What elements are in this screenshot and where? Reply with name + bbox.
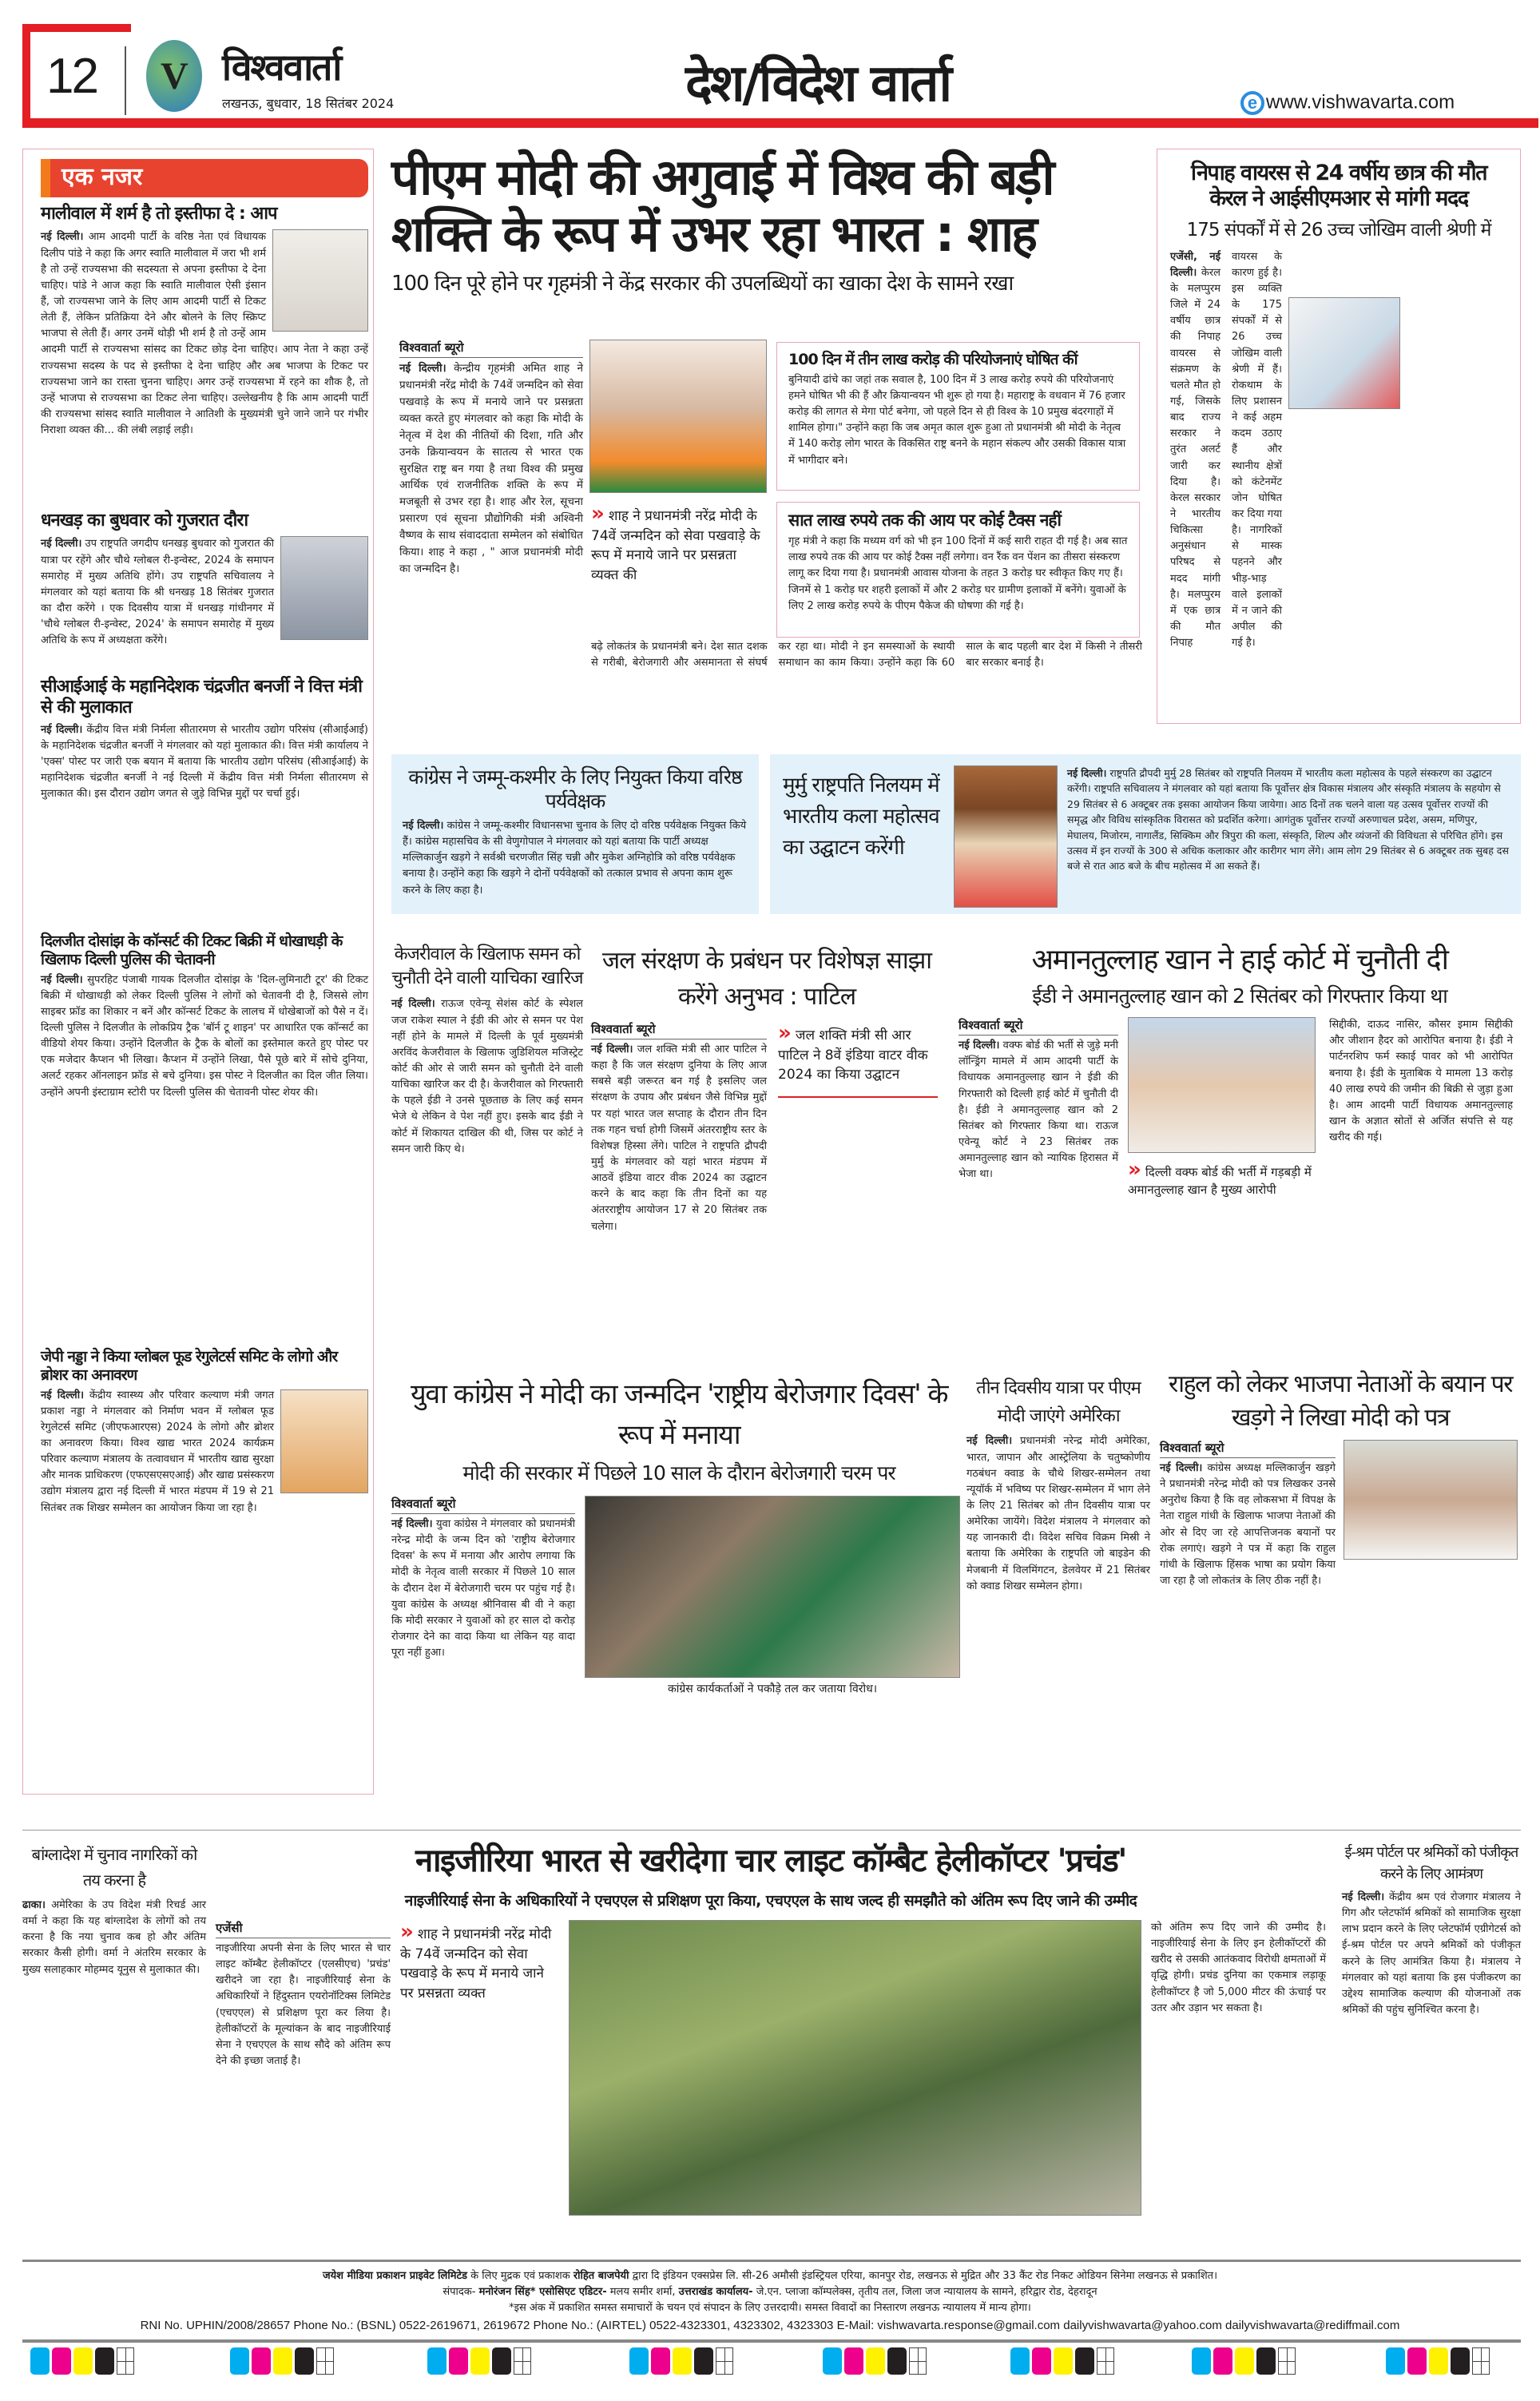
photo-nipah-sample [1288, 297, 1400, 409]
sidebar-body: गृह मंत्री ने कहा कि मध्यम वर्ग को भी इन 100 दिनों में कई सारी राहत दी गई है। अब सात लाख रुपये तक की आय पर कोई टैक्स नहीं लगेगा। वन रैंक वन पेंशन का तीसरा संस्करण लागू कर दिया गया है। प्रधानमंत्री आवास योजना के तहत 3 करोड़ घर स्वीकृत किए गए हैं। जिनमें से 1 करोड़ घर शहरी इलाकों में और 2 करोड़ घर ग्रामीण इलाकों में बनेंगे। युवाओं के लिए 2 लाख करोड़ रुपये के पीएम पैकेज की घोषणा की गई है। [788, 535, 1128, 612]
lead-body-col1 [399, 340, 583, 578]
story-body: जल शक्ति मंत्री सी आर पाटिल ने कहा है कि जल संरक्षण दुनिया के लिए आज सबसे बड़ी जरूरत बन गई है इसलिए जल संरक्षण के उपाय और प्रबंधन जैसे विभिन्न मुद्दों पर यहां भारत जल सप्ताह के दौरान तीन दिन तक गहन चर्चा होगी जिसमें अंतरराष्ट्रीय स्तर के विशेषज्ञ हिस्सा लेंगे। पाटिल ने राष्ट्रपति द्रौपदी मुर्मु के मंगलवार को यहां भारत मंडपम में आठवें इंडिया वाटर वीक 2024 का उद्घाटन करने के बाद कहा कि तीन दिनों का यह अंतरराष्ट्रीय आयोजन 17 से 20 सितंबर तक चलेगा। [591, 1043, 767, 1233]
double-chevron-icon: » [1128, 1158, 1141, 1183]
congress-jk-story [391, 754, 759, 914]
brand-name: विश्ववार्ता [222, 46, 341, 89]
magenta-swatch [1213, 2347, 1232, 2375]
section-divider [22, 1830, 1521, 1831]
story-body: वक्फ बोर्ड की भर्ती से जुड़े मनी लॉन्ड्रिंग मामले में आम आदमी पार्टी के विधायक अमानतुल्लाह खान ने ईडी की गिरफ्तारी को दिल्ली हाई कोर्ट में चुनौती दी है। ईडी ने अमानतुल्लाह खान को 2 सितंबर को गिरफ्तार किया था। राऊज एवेन्यू कोर्ट ने 23 सितंबर तक अमानतुल्लाह खान को न्यायिक हिरासत में भेजा था। [959, 1040, 1118, 1181]
sidebar-body: बुनियादी ढांचे का जहां तक सवाल है, 100 दिन में 3 लाख करोड़ रुपये की परियोजनाएं हमने घोषित भी की हैं और क्रियान्वयन भी शुरू हो गया है। महाराष्ट्र के वधवान में 76 हजार करोड़ की लागत से मेगा पोर्ट बनेगा, जो पहले दिन से ही विश्व के 10 प्रमुख बंदरगाहों में शामिल होगा।" उन्होंने कहा कि जब अमृत काल शुरू हुआ तो प्रधानमंत्री श्री मोदी के नेतृत्व में 140 करोड़ लोग भारत के विकसित राष्ट्र बनने के महान संकल्प और उसकी विकास यात्रा में भागीदार बने। [788, 373, 1126, 467]
double-chevron-icon: » [778, 1021, 792, 1045]
murmu-story [770, 754, 1521, 914]
story-dateline: नई दिल्ली। [591, 1043, 633, 1055]
story-body: राष्ट्रपति द्रौपदी मुर्मु 28 सितंबर को राष्ट्रपति निलयम में भारतीय कला महोत्सव के पहले संस्करण का उद्घाटन करेंगी। राष्ट्रपति सचिवालय ने मंगलवार को यहां बताया कि पूर्वोत्तर क्षेत्र विकास मंत्रालय और संस्कृति मंत्रालय के सहयोग से 29 सितंबर से 6 अक्टूबर तक इसका आयोजन किया जायेगा। आठ दिनों तक चलने वाला यह उत्सव पूर्वोत्तर राज्यों की समृद्ध और विविध सांस्कृतिक विरासत को प्रदर्शित करेगा। आगंतुक पूर्वोत्तर राज्यों अरुणाचल प्रदेश, असम, मणिपुर, मेघालय, मिजोरम, नागालैंड, सिक्किम और त्रिपुरा की कला, संस्कृति, शिल्प और व्यंजनों की विविधता से परिचित होंगे। इस उत्सव में इन राज्यों के 300 से अधिक कलाकार और कारीगर भाग लेंगे। आम लोग 29 सितंबर से 6 अक्टूबर तक सुबह दस बजे से रात आठ बजे के बीच महोत्सव में आ सकते हैं। [1067, 767, 1509, 873]
headline[interactable]: कांग्रेस ने जम्मू-कश्मीर के लिए नियुक्त किया वरिष्ठ पर्यवेक्षक [408, 765, 742, 813]
cmyk-color-bar [823, 2347, 927, 2375]
yellow-swatch [1235, 2347, 1254, 2375]
masthead-red-bar-top [22, 24, 131, 32]
black-swatch [95, 2347, 114, 2375]
registration-mark-icon [1472, 2347, 1490, 2375]
office-address: जे.एन. प्लाजा कॉम्पलेक्स, तृतीय तल, जिला जज न्यायालय के सामने, हरिद्वार रोड, देहरादून [756, 2286, 1097, 2298]
kharge-story[interactable] [1160, 1368, 1521, 1589]
magenta-swatch [449, 2347, 468, 2375]
headline[interactable]: मुर्मु राष्ट्रपति निलयम में भारतीय कला महोत्सव का उद्घाटन करेंगी [783, 773, 939, 860]
website-link[interactable] [1240, 91, 1455, 115]
black-swatch [492, 2347, 511, 2375]
headline[interactable]: अमानतुल्लाह खान ने हाई कोर्ट में चुनौती दी [1031, 944, 1448, 976]
imprint-text: के लिए मुद्रक एवं प्रकाशक [470, 2270, 570, 2282]
headline[interactable]: राहुल को लेकर भाजपा नेताओं के बयान पर खड़गे ने लिखा मोदी को पत्र [1169, 1370, 1512, 1432]
byline: विश्ववार्ता ब्यूरो [591, 1021, 767, 1040]
kejriwal-story[interactable] [391, 943, 583, 1158]
story-body-continued: को अंतिम रूप दिए जाने की उम्मीद है। नाइजीरियाई सेना के लिए इन हेलीकॉप्टरों की खरीद से उसकी आतंकवाद विरोधी क्षमताओं में वृद्धि होगी। प्रचंड दुनिया का एकमात्र लड़ाकू हेलीकॉप्टर है जो 5,000 मीटर की ऊंचाई पर उतर और उड़ान भर सकता है। [1150, 1922, 1326, 2014]
nipah-subheadline: 175 संपर्कों में से 26 उच्च जोखिम वाली श्रेणी में [1186, 219, 1491, 240]
story-body: युवा कांग्रेस ने मंगलवार को प्रधानमंत्री नरेन्द्र मोदी के जन्म दिन को 'राष्ट्रीय बेरोजगार दिवस' के रूप में मनाया और आरोप लगाया कि मोदी के नेतृत्व वाली सरकार में पिछले 10 साल के दौरान देश में बेरोजगारी चरम पर पहुंच गई है। युवा कांग्रेस के अध्यक्ष श्रीनिवास बी वी ने कहा कि मोदी सरकार ने युवाओं को हर साल दो करोड़ रोजगार देने का वादा किया था लेकिन यह वादा पूरा नहीं हुआ। [391, 1518, 575, 1660]
story-body: केरल के मलप्पुरम जिले में 24 वर्षीय छात्र की निपाह वायरस से संक्रमण के चलते मौत हो गई, जिसके बाद राज्य सरकार ने तुरंत अलर्ट जारी कर दिया है। केरल सरकार ने भारतीय चिकित्सा अनुसंधान परिषद से मदद मांगी है। मलप्पुरम में एक छात्र की मौत निपाह वायरस के कारण हुई है। इस व्यक्ति के 175 संपर्कों में से 26 उच्च जोखिम वाली श्रेणी में हैं। रोकथाम के लिए प्रशासन ने कई अहम कदम उठाए हैं और स्थानीय क्षेत्रों को कंटेनमेंट जोन घोषित कर दिया गया है। नागरिकों से मास्क पहनने और भीड़-भाड़ वाले इलाकों में न जाने की अपील की गई है। [1170, 250, 1282, 650]
lead-headline-line1[interactable]: पीएम मोदी की अगुवाई में विश्व की बड़ी [391, 148, 1053, 206]
black-swatch [1451, 2347, 1470, 2375]
lead-headline-line2[interactable]: शक्ति के रूप में उभर रहा भारत : शाह [391, 205, 1036, 264]
dateline: लखनऊ, बुधवार, 18 सितंबर 2024 [222, 96, 395, 111]
story-dateline: ढाका। [22, 1899, 46, 1911]
subheadline: ईडी ने अमानतुल्लाह खान को 2 सितंबर को गिरफ्तार किया था [1032, 984, 1447, 1008]
photo-caption: कांग्रेस कार्यकर्ताओं ने पकौड़े तल कर जताया विरोध। [667, 1683, 877, 1695]
headline[interactable]: धनखड़ का बुधवार को गुजरात दौरा [41, 511, 248, 531]
photo-mallikarjun-kharge [1344, 1440, 1518, 1560]
magenta-swatch [1407, 2347, 1427, 2375]
story-dateline: नई दिल्ली। [1067, 767, 1107, 779]
pull-quote: शाह ने प्रधानमंत्री नरेंद्र मोदी के 74वें जन्मदिन को सेवा पखवाड़े के रूप में मनाये जाने पर प्रसन्नता व्यक्त [400, 1926, 552, 2001]
imprint-text: संपादक- [443, 2286, 476, 2298]
byline: विश्ववार्ता ब्यूरो [391, 1496, 575, 1514]
story-dateline: नई दिल्ली। [391, 1518, 433, 1530]
nipah-headline-line1[interactable]: निपाह वायरस से 24 वर्षीय छात्र की मौत [1190, 161, 1487, 185]
disclaimer: *इस अंक में प्रकाशित समस्त समाचारों के चयन एवं संपादन के लिए उत्तरदायी। समस्त विवादों का निस्तारण लखनऊ न्यायालय में मान्य होगा। [509, 2302, 1031, 2314]
cmyk-color-bar [1386, 2347, 1490, 2375]
photo-swati-maliwal [272, 229, 368, 332]
office-label: उत्तराखंड कार्यालय- [678, 2286, 753, 2298]
story-body: कांग्रेस अध्यक्ष मल्लिकार्जुन खड़गे ने प्रधानमंत्री नरेन्द्र मोदी को पत्र लिखकर उनसे अनुरोध किया है कि वह लोकसभा में विपक्ष के नेता राहुल गांधी के खिलाफ भाजपा नेताओं की ओर से दिए जा रहे आपत्तिजनक बयानों पर रोक लगाएं। खड़गे ने पत्र में कहा कि राहुल गांधी के खिलाफ हिंसक भाषा का प्रयोग किया जा रहा है जो लोकतंत्र के लिए ठीक नहीं है। [1160, 1462, 1336, 1587]
story-body: प्रधानमंत्री नरेन्द्र मोदी अमेरिका, भारत, जापान और आस्ट्रेलिया के चतुष्कोणीय गठबंधन क्वाड के चौथे शिखर-सम्मेलन तथा न्यूयॉर्क में भविष्य पर शिखर-सम्मेलन में भाग लेने के लिए 21 सितंबर को तीन दिवसीय यात्रा पर अमेरिका जायेंगे। विदेश मंत्रालय ने मंगलवार को यह जानकारी दी। विदेश सचिव विक्रम मिस्री ने बताया कि अमेरिका के राष्ट्रपति जो बाइडेन की मेजबानी में विलमिंगटन, डेलवेयर में 21 सितंबर को क्वाड शिखर सम्मेलन होगा। [966, 1435, 1150, 1592]
cmyk-color-bar [30, 2347, 134, 2375]
photo-amit-shah [589, 340, 767, 493]
vishwavarta-logo-icon: V [146, 40, 202, 112]
byline: विश्ववार्ता ब्यूरो [959, 1017, 1118, 1036]
story-dhankhar[interactable] [41, 511, 368, 649]
imprint-line2 [0, 2284, 1540, 2298]
story-dateline: नई दिल्ली। [41, 538, 82, 551]
cyan-swatch [629, 2347, 649, 2375]
lead-continuation: बढ़े लोकतंत्र के प्रधानमंत्री बने। देश सात दशक से गरीबी, बेरोजगारी और असमानता से संघर्ष कर रहा था। मोदी ने इन समस्याओं के स्थायी समाधान का काम किया। उन्होंने कहा कि 60 साल के बाद पहली बार देश में किसी ने तीसरी बार सरकार बनाई है। [591, 641, 1142, 670]
lead-photo-caption [591, 502, 767, 586]
photo-jp-nadda [280, 1389, 368, 1493]
story-body: सुपरहिट पंजाबी गायक दिलजीत दोसांझ के 'दिल-लुमिनाटी टूर' की टिकट बिक्री में धोखाधड़ी को लेकर दिल्ली पुलिस ने लोगों को चेतावनी दी है, जिससे लोग साइबर फ्रॉड का शिकार न बनें और कॉन्सर्ट टिकट के लालच में धोखेबाजों को पैसे न दें। दिल्ली पुलिस ने दिलजीत के लोकप्रिय ट्रैक 'बॉर्न टू शाइन' पर आधारित एक कॉन्सर्ट का वीडियो शेयर किया। उन्होंने दिलजीत के ट्रैक के बोलों का इस्तेमाल करते हुए पोस्ट पर एक मजेदार कैप्शन भी लिखा। कैप्शन में उन्होंने लिखा, पैसे पूछे बारे में सोचे दुनिया, अलर्ट रहकर ऑनलाइन फ्रॉड से बचे दुनिया। इस पोस्ट ने दिलजीत का दिल जीत लिया। उन्होंने अपनी इंस्टाग्राम स्टोरी पर दिल्ली पुलिस की चेतावनी पोस्ट शेयर की। [41, 973, 368, 1099]
yellow-swatch [866, 2347, 885, 2375]
headline[interactable]: सीआईआई के महानिदेशक चंद्रजीत बनर्जी ने वित्त मंत्री से की मुलाकात [41, 677, 362, 718]
sidebar-headline[interactable]: सात लाख रुपये तक की आय पर कोई टैक्स नहीं [788, 511, 1061, 530]
byline: एजेंसी [216, 1920, 391, 1938]
story-dateline: नई दिल्ली। [399, 362, 447, 375]
masthead [22, 24, 1538, 128]
story-dateline: नई दिल्ली। [959, 1040, 1000, 1052]
sidebar-tax [776, 502, 1140, 638]
story-dateline: नई दिल्ली। [41, 723, 83, 736]
story-diljit[interactable] [41, 932, 368, 1101]
pm-usa-story[interactable] [966, 1374, 1150, 1595]
sidebar-headline[interactable]: 100 दिन में तीन लाख करोड़ की परियोजनाएं घोषित कीं [788, 351, 1078, 368]
registration-mark-icon [316, 2347, 334, 2375]
cyan-swatch [1010, 2347, 1030, 2375]
headline[interactable]: दिलजीत दोसांझ के कॉन्सर्ट की टिकट बिक्री में धोखाधड़ी के खिलाफ दिल्ली पुलिस की चेतावनी [41, 932, 343, 968]
cyan-swatch [427, 2347, 447, 2375]
magenta-swatch [1032, 2347, 1051, 2375]
subheadline: नाइजीरियाई सेना के अधिकारियों ने एचएएल से प्रशिक्षण पूरा किया, एचएएल के साथ जल्द ही समझौते को अंतिम रूप दिए जाने की उम्मीद [404, 1892, 1137, 1910]
black-swatch [694, 2347, 713, 2375]
magenta-swatch [651, 2347, 670, 2375]
registration-mark-icon [514, 2347, 531, 2375]
headline[interactable]: केजरीवाल के खिलाफ समन को चुनौती देने वाली याचिका खारिज [391, 944, 583, 988]
imprint-line1 [0, 2268, 1540, 2282]
story-body-continued: सिद्दीकी, दाऊद नासिर, कौसर इमाम सिद्दीकी और जीशान हैदर को आरोपित बनाया है। ईडी ने पार्टनरशिप फर्म स्काई पावर को भी आरोपित बनाया है। ईडी के मुताबिक ये मामला 13 करोड़ 40 लाख रुपये की जमीन की बिक्री से जुड़ा हुआ है। आम आदमी पार्टी विधायक अमानतुल्लाह खान के अज्ञात स्रोतों से अर्जित संपत्ति से यह खरीद की गई। [1329, 1019, 1513, 1144]
caption-text: दिल्ली वक्फ बोर्ड की भर्ती में गड़बड़ी में अमानतुल्लाह खान है मुख्य आरोपी [1128, 1165, 1312, 1198]
amanatullah-story[interactable] [959, 943, 1521, 1199]
story-body: राऊज एवेन्यू सेशंस कोर्ट के स्पेशल जज राकेश स्याल ने ईडी की ओर से समन पर पेश नहीं होने के मामले में दिल्ली के पूर्व मुख्यमंत्री अरविंद केजरीवाल के खिलाफ जुडिशियल मजिस्ट्रेट कोर्ट की ओर से जारी समन को चुनौती देने वाली याचिका खारिज कर दी है। केजरीवाल को गिरफ्तारी के पहले ईडी ने उनसे पूछताछ के लिए कई समन भेजे थे लेकिन वे पेश नहीं हुए। इसके बाद ईडी ने कोर्ट में शिकायत दाखिल की थी, जिस पर कोर्ट ने समन जारी किए थे। [391, 998, 583, 1155]
footer-rule [22, 2260, 1521, 2262]
cyan-swatch [1192, 2347, 1211, 2375]
photo-youth-congress-protest [585, 1496, 960, 1678]
ek-nazar-badge: एक नजर [41, 159, 368, 197]
sidebar-projects [776, 342, 1140, 491]
magenta-swatch [52, 2347, 71, 2375]
eshram-story[interactable] [1342, 1842, 1521, 2018]
story-body: आम आदमी पार्टी के वरिष्ठ नेता एवं विधायक दिलीप पांडे ने कहा कि अगर स्वाति मालीवाल में जरा भी शर्म है तो उन्हें राज्यसभा की सदस्यता से अपना इस्तीफा दे देना चाहिए। पांडे ने आज कहा कि स्वाति मालीवाल ऐसी इंसान हैं, जो राज्यसभा जाने के लिए आम आदमी पार्टी से टिकट लेती हैं, लेकिन प्रतिक्रिया देने और बोलने के लिए स्क्रिप्ट भाजपा से लेती हैं। अगर उनमें थोड़ी भी शर्म है तो उन्हें आम आदमी पार्टी से राज्यसभा सांसद का टिकट छोड़ देना चाहिए। आप नेता ने कहा उन्हें राज्यसभा सदस्य के पद से इस्तीफा दे देना चाहिए और अब भाजपा के टिकट पर राज्यसभा जाने का रास्ता चुनना चाहिए। अगर उन्हें राज्यसभा में रहने का शौक है, तो उन्हें भाजपा से राज्यसभा का टिकट लेना चाहिए। उल्लेखनीय है कि आम आदमी पार्टी की राज्यसभा सांसद स्वाति मालीवाल ने आतिशी के मुख्यमंत्री चुने जाने जाने पर गंभीर निराशा व्यक्त की... की लंबी लड़ाई लड़ी। [41, 231, 368, 437]
magenta-swatch [844, 2347, 863, 2375]
registration-mark-icon [117, 2347, 134, 2375]
registration-mark-icon [1278, 2347, 1296, 2375]
story-dateline: नई दिल्ली। [41, 231, 84, 244]
black-swatch [887, 2347, 907, 2375]
ek-nazar-column [22, 149, 374, 1795]
registration-mark-icon [909, 2347, 927, 2375]
website-url[interactable]: www.vishwavarta.com [1266, 91, 1455, 113]
imprint-text: मलय समीर शर्मा, [609, 2286, 676, 2298]
cmyk-color-bar [1192, 2347, 1296, 2375]
lead-story[interactable] [391, 149, 1150, 296]
headline[interactable]: बांग्लादेश में चुनाव नागरिकों को तय करना है [31, 1845, 197, 1890]
yellow-swatch [1054, 2347, 1073, 2375]
page-number: 12 [46, 49, 97, 104]
story-body: केंद्रीय स्वास्थ्य और परिवार कल्याण मंत्री जगत प्रकाश नड्डा ने मंगलवार को निर्माण भवन में ग्लोबल फूड रेगुलेटर्स समिट (जीएफआरएस) 2024 के लोगो और ब्रोशर का अनावरण किया। विश्व खाद्य भारत 2024 कार्यक्रम परिवार कल्याण मंत्रालय के तत्वावधान में भारतीय खाद्य सुरक्षा और मानक प्राधिकरण (एफएसएसएआई) और खाद्य प्रसंस्करण उद्योग मंत्रालय द्वारा नई दिल्ली में भारत मंडपम में 19 से 21 सितंबर तक शिखर सम्मेलन का आयोजन किया जा रहा है। [41, 1389, 274, 1514]
story-body: कांग्रेस ने जम्मू-कश्मीर विधानसभा चुनाव के लिए दो वरिष्ठ पर्यवेक्षक नियुक्त किये हैं। कांग्रेस महासचिव के सी वेणुगोपाल ने मंगलवार को यहां बताया कि पार्टी अध्यक्ष मल्लिकार्जुन खड़गे ने सर्वश्री चरणजीत सिंह चन्नी और मुकेश अग्निहोत्रि को वरिष्ठ पर्यवेक्षक बनाया है। उन्होंने कहा कि खड़गे ने दोनों पर्यवेक्षकों को तत्काल प्रभाव से अपना काम शुरू करने के लिए कहा है। [403, 820, 747, 896]
cyan-swatch [823, 2347, 842, 2375]
masthead-red-bar-left [22, 24, 30, 128]
nigeria-story[interactable] [216, 1842, 1326, 2216]
browser-e-icon: e [1240, 91, 1264, 115]
headline[interactable]: नाइजीरिया भारत से खरीदेगा चार लाइट कॉम्बैट हेलीकॉप्टर 'प्रचंड' [415, 1842, 1127, 1879]
footer-rule-bottom [22, 2339, 1521, 2343]
black-swatch [1256, 2347, 1276, 2375]
story-dateline: नई दिल्ली। [1342, 1891, 1385, 1903]
pull-quote-rule [778, 1096, 938, 1098]
printer-name: रोहित बाजपेयी [573, 2270, 629, 2282]
cmyk-color-bar [629, 2347, 733, 2375]
lead-subheadline: 100 दिन पूरे होने पर गृहमंत्री ने केंद्र सरकार की उपलब्धियों का खाका देश के सामने रखा [391, 271, 1014, 296]
headline[interactable]: तीन दिवसीय यात्रा पर पीएम मोदी जाएंगे अमेरिका [976, 1378, 1141, 1427]
cyan-swatch [230, 2347, 249, 2375]
photo-jagdeep-dhankhar [280, 536, 368, 640]
photo-droupadi-murmu [954, 765, 1058, 908]
story-body: केंद्रीय वित्त मंत्री निर्मला सीतारमण से भारतीय उद्योग परिसंघ (सीआईआई) के महानिदेशक चंद्रजीत बनर्जी ने मंगलवार को यहां मुलाकात की। वित्त मंत्री कार्यालय ने 'एक्स' पोस्ट पर जारी एक बयान में बताया कि भारतीय उद्योग परिसंघ (सीआईआई) के महानिदेशक चंद्रजीत बनर्जी ने नई दिल्ली में केंद्रीय वित्त मंत्री निर्मला सीतारमण से मुलाकात की। इस दौरान उद्योग जगत से जुड़े विभिन्न मुद्दों पर चर्चा हुई। [41, 723, 368, 801]
story-dateline: एजेंसी, नई दिल्ली। [1170, 250, 1220, 279]
nipah-story [1157, 149, 1521, 724]
publisher-name: जयेश मीडिया प्रकाशन प्राइवेट लिमिटेड [322, 2270, 468, 2282]
imprint-text: द्वारा दि इंडियन एक्सप्रेस लि. सी-26 अमौसी इंडस्ट्रियल एरिया, कानपुर रोड, लखनऊ से मुद्रित और 33 कैंट रोड निकट ओडियन सिनेमा लखनऊ से प्रकाशित। [632, 2270, 1218, 2282]
contact-info: RNI No. UPHIN/2008/28657 Phone No.: (BSNL) 0522-2619671, 2619672 Phone No.: (AIRTEL) 0522-4323301, 4323302, 4323303 E-Mail: vishwavarta.response@gmail.com dailyvishwavarta@yahoo.com dailyvishwavarta@rediffmail.com [140, 2319, 1400, 2332]
cyan-swatch [1386, 2347, 1405, 2375]
cmyk-color-bar [230, 2347, 334, 2375]
double-chevron-icon: » [400, 1920, 414, 1944]
headline[interactable]: ई-श्रम पोर्टल पर श्रमिकों को पंजीकृत करने के लिए आमंत्रण [1344, 1844, 1518, 1882]
byline: विश्ववार्ता ब्यूरो [1160, 1440, 1336, 1458]
magenta-swatch [252, 2347, 271, 2375]
story-maliwal[interactable] [41, 204, 368, 439]
story-dateline: नई दिल्ली। [1160, 1462, 1203, 1474]
story-body: अमेरिका के उप विदेश मंत्री रिचर्ड आर वर्मा ने कहा कि यह बांग्लादेश के लोगों को तय करना है कि नया चुनाव कब हो और अंतिम सरकार कैसी होगी। वर्मा ने अंतरिम सरकार के मुख्य सलाहकार मोहम्मद यूनुस से मुलाकात की। [22, 1899, 206, 1976]
headline[interactable]: मालीवाल में शर्म है तो इस्तीफा दे : आप [41, 204, 277, 224]
story-dateline: नई दिल्ली। [966, 1435, 1013, 1448]
headline[interactable]: युवा कांग्रेस ने मोदी का जन्मदिन 'राष्ट्रीय बेरोजगार दिवस' के रूप में मनाया [410, 1378, 948, 1451]
masthead-red-bar-bottom [22, 118, 1538, 128]
black-swatch [1075, 2347, 1094, 2375]
story-nadda[interactable] [41, 1348, 368, 1517]
cmyk-color-bar [1010, 2347, 1114, 2375]
editor-name: मनोरंजन सिंह* एसोसिएट एडिटर- [478, 2286, 607, 2298]
pull-quote: जल शक्ति मंत्री सी आर पाटिल ने 8वें इंडिया वाटर वीक 2024 का किया उद्घाटन [778, 1028, 928, 1083]
yellow-swatch [470, 2347, 490, 2375]
youth-congress-story[interactable] [391, 1374, 966, 1696]
story-body: केंद्रीय श्रम एवं रोजगार मंत्रालय ने गिग और प्लेटफॉर्म श्रमिकों को सामाजिक सुरक्षा लाभ प्रदान करने के लिए प्लेटफॉर्म एग्रीगेटर्स को ई-श्रम पोर्टल पर अपने श्रमिकों को पंजीकृत करने के लिए आमंत्रित किया है। मंत्रालय ने मंगलवार को यहां बताया कि इस पंजीकरण का उद्देश्य सामाजिक कल्याण की योजनाओं तक श्रमिकों की पहुंच सुनिश्चित करना है। [1342, 1891, 1521, 2016]
black-swatch [295, 2347, 314, 2375]
yellow-swatch [1429, 2347, 1448, 2375]
section-title: देश/विदेश वार्ता [685, 54, 951, 113]
story-dateline: नई दिल्ली। [403, 820, 444, 832]
yellow-swatch [73, 2347, 93, 2375]
story-dateline: नई दिल्ली। [41, 1389, 85, 1401]
subheadline: मोदी की सरकार में पिछले 10 साल के दौरान बेरोजगारी चरम पर [462, 1461, 895, 1485]
photo-prachand-helicopter [569, 1920, 1141, 2216]
story-dateline: नई दिल्ली। [41, 973, 83, 986]
registration-mark-icon [716, 2347, 733, 2375]
double-chevron-icon: » [591, 502, 605, 526]
registration-mark-icon [1097, 2347, 1114, 2375]
byline: विश्ववार्ता ब्यूरो [399, 340, 583, 358]
yellow-swatch [273, 2347, 292, 2375]
story-body: उप राष्ट्रपति जगदीप धनखड़ बुधवार को गुजरात की यात्रा पर रहेंगे और चौथे ग्लोबल री-इन्वेस्ट, 2024 के समापन समारोह में मुख्य अतिथि होंगे। उप राष्ट्रपति सचिवालय ने मंगलवार को यहां बताया कि श्री धनखड़ 18 सितंबर गुजरात का दौरा करेंगे । एक दिवसीय यात्रा में धनखड़ गांधीनगर में 'चौथे ग्लोबल री-इन्वेस्ट, 2024' के समापन समारोह में मुख्य अतिथि के रूप में अध्यक्षता करेंगे। [41, 538, 275, 647]
story-cii[interactable] [41, 677, 368, 802]
water-story[interactable] [591, 943, 943, 1235]
cyan-swatch [30, 2347, 50, 2375]
story-body: नाइजीरिया अपनी सेना के लिए भारत से चार लाइट कॉम्बैट हेलीकॉप्टर (एलसीएच) 'प्रचंड' खरीदने जा रहा है। नाइजीरियाई सेना के अधिकारियों ने हिंदुस्तान एयरोनॉटिक्स लिमिटेड (एचएएल) से प्रशिक्षण पूरा कर लिया है। हेलीकॉप्टरों के मूल्यांकन के बाद नाइजीरियाई सेना ने एचएएल के साथ सौदे को अंतिम रूप देने की इच्छा जताई है। [216, 1942, 391, 2067]
bangladesh-story[interactable] [22, 1842, 206, 1978]
headline[interactable]: जेपी नड्डा ने किया ग्लोबल फूड रेगुलेटर्स समिट के लोगो और ब्रोशर का अनावरण [41, 1348, 338, 1384]
cmyk-color-bar [427, 2347, 531, 2375]
headline[interactable]: जल संरक्षण के प्रबंधन पर विशेषज्ञ साझा करेंगे अनुभव : पाटिल [601, 947, 932, 1011]
story-dateline: नई दिल्ली। [391, 998, 435, 1011]
caption-text: शाह ने प्रधानमंत्री नरेंद्र मोदी के 74वें जन्मदिन को सेवा पखवाड़े के रूप में मनाये जाने पर प्रसन्नता व्यक्त की [591, 508, 760, 583]
divider [125, 46, 126, 115]
story-body: केन्द्रीय गृहमंत्री अमित शाह ने प्रधानमंत्री नरेंद्र मोदी के 74वें जन्मदिन को सेवा पखवाड़े के रूप में मनाये जाने पर प्रसन्नता व्यक्त करते हुए मंगलवार को कहा कि मोदी के नेतृत्व में देश की नीतियों की दिशा, गति और उनके क्रियान्वयन के सातत्य से भारत एक सुरक्षित राष्ट्र बन गया है तथा विश्व की प्रमुख आर्थिक एवं राजनीतिक शक्ति के रूप में मजबूती से उभर रहा है। शाह और रेल, सूचना प्रसारण एवं सूचना प्रौद्योगिकी मंत्री अश्विनी वैष्णव के साथ संवाददाता सम्मेलन को संबोधित किया। शाह ने कहा , " आज प्रधानमंत्री मोदी का जन्मदिन है। [399, 362, 584, 576]
yellow-swatch [673, 2347, 692, 2375]
nipah-headline-line2[interactable]: केरल ने आईसीएमआर से मांगी मदद [1209, 186, 1468, 212]
photo-amanatullah-khan [1128, 1017, 1316, 1153]
